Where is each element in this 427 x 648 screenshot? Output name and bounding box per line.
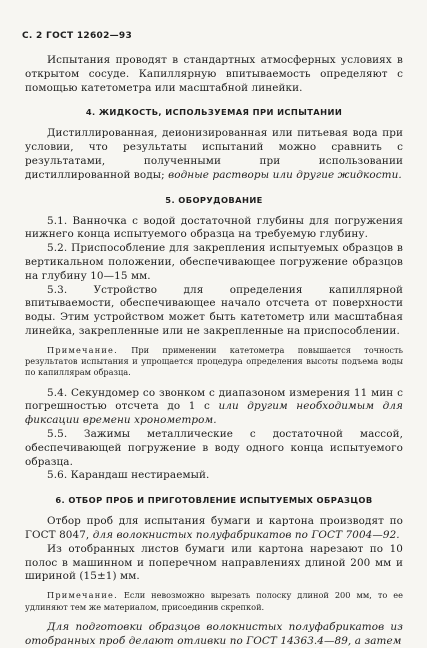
section-6-paragraph-2: Из отобранных листов бумаги или картона нарезают по 10 полос в машинном и поперечном направлениях длиной 200 мм и шириной (15±1) мм.	[25, 542, 403, 583]
section-4-paragraph	[25, 127, 403, 182]
section-6-italic-paragraph: Для подготовки образцов волокнистых полуфабрикатов из отобранных проб делают отливки по ГОСТ 14363.4—89, а затем	[25, 620, 403, 647]
clause-5-6: 5.6. Карандаш нестираемый.	[47, 469, 210, 482]
clause-5-1: 5.1. Ванночка с водой достаточной глубины для погружения нижнего конца испытуемого образца на требуемую глубину.	[25, 214, 403, 241]
section-4-italic-text: водные растворы или другие жидкости.	[168, 168, 402, 181]
section-6-paragraph-1	[25, 515, 403, 543]
section-5-title: 5. ОБОРУДОВАНИЕ	[165, 194, 263, 205]
clause-5-4-italic-text: или другим необходимым для фиксации времени хронометром.	[25, 400, 403, 427]
section-5-note	[25, 345, 403, 379]
clause-5-5: 5.5. Зажимы металлические с достаточной массой, обеспечивающей погружение в воду одного конца испытуемого образца.	[25, 428, 403, 468]
clause-5-4-text: 5.4. Секундомер со звонком с диапазоном измерения 11 мин с погрешностью отсчета до 1 с	[25, 386, 403, 413]
section-6-text: Отбор проб для испытания бумаги и картона производят по ГОСТ 8047,	[25, 515, 403, 542]
section-6-italic-text: для волокнистых полуфабрикатов по ГОСТ 7004—92.	[92, 529, 400, 542]
document-body	[25, 54, 403, 648]
page-header: С. 2 ГОСТ 12602—93	[22, 31, 133, 41]
section-4-title: 4. ЖИДКОСТЬ, ИСПОЛЬЗУЕМАЯ ПРИ ИСПЫТАНИИ	[85, 107, 343, 118]
intro-paragraph: Испытания проводят в стандартных атмосферных условиях в открытом сосуде. Капиллярную впитываемость определяют с помощью катетометра или масштабной линейки.	[25, 54, 403, 94]
section-6-paragraph-3	[25, 621, 403, 648]
note-text: Если невозможно вырезать полоску длиной 200 мм, то ее удлиняют тем же материалом, присоединив скрепкой.	[25, 590, 403, 612]
clause-5-3: 5.3. Устройство для определения капиллярной впитываемости, обеспечивающее начало отсчета от поверхности воды. Этим устройством может быть катетометр или масштабная линейка, закрепленные или не закрепленные на приспособлении.	[25, 283, 403, 337]
note-label: Примечание.	[47, 590, 118, 601]
clause-5-4	[25, 387, 403, 428]
note-label: Примечание.	[47, 344, 118, 355]
section-6-note	[25, 590, 403, 613]
section-6-title: 6. ОТБОР ПРОБ И ПРИГОТОВЛЕНИЕ ИСПЫТУЕМЫХ ОБРАЗЦОВ	[55, 495, 373, 506]
note-text: При применении катетометра повышается точность результатов испытания и упрощается процедура определения высоты подъема воды по капиллярам образца.	[25, 344, 403, 378]
section-4-text: Дистиллированная, деионизированная или питьевая вода при условии, что результаты испытаний можно сравнить с результатами, полученными при использовании дистиллированной воды;	[25, 127, 403, 181]
clause-5-2: 5.2. Приспособление для закрепления испытуемых образцов в вертикальном положении, обеспечивающее погружение образцов на глубину 10—15 мм.	[25, 242, 403, 282]
